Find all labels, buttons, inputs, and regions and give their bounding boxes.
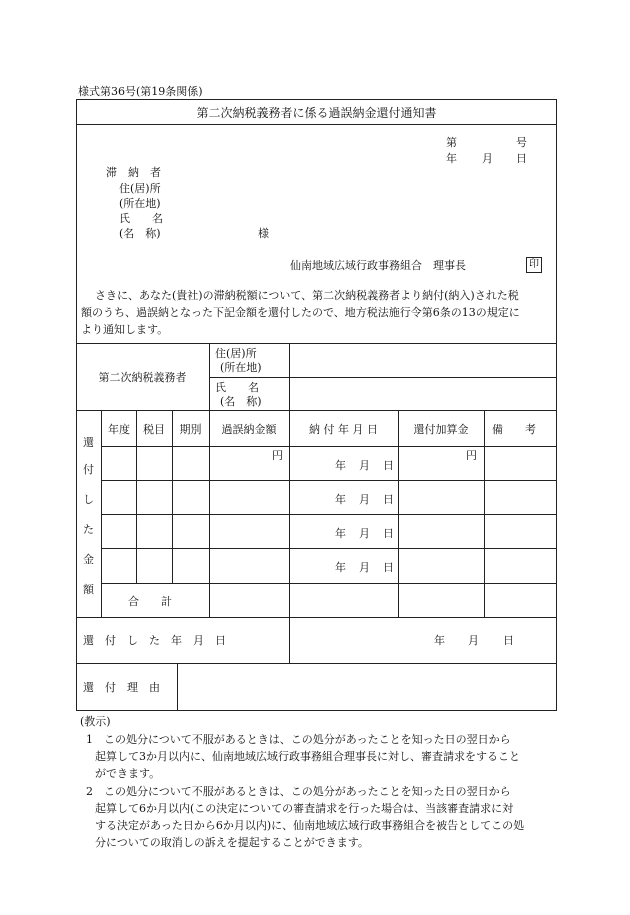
col-header-period: 期別 bbox=[179, 423, 202, 436]
number-suffix: 号 bbox=[516, 136, 527, 149]
recipient-address-label: 住(居)所 bbox=[119, 182, 161, 195]
refund-date-label: 還 付 し た 年 月 日 bbox=[83, 634, 226, 647]
body-line-1: さきに、あなた(貴社)の滞納税額について、第二次納税義務者より納付(納入)された税 bbox=[95, 289, 519, 302]
notice-item-1-line-2: 起算して3か月以内に、仙南地域広域行政事務組合理事長に対し、審査請求をすること bbox=[95, 750, 520, 763]
header-year: 年 bbox=[446, 152, 457, 165]
frame-top bbox=[76, 99, 557, 100]
row-month: 月 bbox=[359, 459, 370, 472]
secondary-address-alt: (所在地) bbox=[220, 361, 262, 374]
secondary-name-alt: (名 称) bbox=[220, 395, 262, 408]
row-day: 日 bbox=[383, 527, 394, 540]
notice-item-2-line-3: する決定があった日から6か月以内)に、仙南地域広域行政事務組合を被告としてこの処 bbox=[95, 819, 525, 832]
refund-date-year: 年 bbox=[434, 634, 445, 647]
seal-mark: 印 bbox=[526, 257, 542, 273]
document-title: 第二次納税義務者に係る過誤納金還付通知書 bbox=[196, 106, 437, 120]
number-prefix: 第 bbox=[446, 136, 457, 149]
secondary-obligor-label: 第二次納税義務者 bbox=[98, 371, 187, 384]
side-label-char-2: 付 bbox=[83, 463, 94, 476]
refund-date-month: 月 bbox=[468, 634, 479, 647]
recipient-name-label: 氏 名 bbox=[119, 212, 163, 225]
header-day: 日 bbox=[516, 152, 527, 165]
secondary-name-label: 氏 名 bbox=[215, 381, 259, 394]
notice-item-1-line-3: ができます。 bbox=[95, 767, 161, 780]
notice-item-2-line-4: 分についての取消しの訴えを提起することができます。 bbox=[95, 836, 369, 849]
notice-item-1-number: 1 bbox=[86, 733, 93, 746]
row-day: 日 bbox=[383, 459, 394, 472]
notice-item-2-number: 2 bbox=[86, 785, 93, 798]
issuer-name: 仙南地域広域行政事務組合 理事長 bbox=[290, 259, 466, 272]
row-month: 月 bbox=[359, 561, 370, 574]
col-header-tax-item: 税目 bbox=[143, 423, 165, 436]
row-year: 年 bbox=[335, 493, 346, 506]
row-day: 日 bbox=[383, 561, 394, 574]
recipient-honorific: 様 bbox=[258, 227, 269, 240]
notice-item-1-line-1: この処分について不服があるときは、この処分があったことを知った日の翌日から bbox=[104, 733, 511, 746]
body-line-2: 額のうち、過誤納となった下記金額を還付したので、地方税法施行令第6条の13の規定に bbox=[81, 306, 520, 319]
frame-right bbox=[556, 99, 557, 710]
recipient-address-alt: (所在地) bbox=[119, 197, 161, 210]
interest-yen-unit: 円 bbox=[466, 449, 477, 462]
form-label: 様式第36号(第19条関係) bbox=[78, 85, 203, 98]
side-label-char-4: た bbox=[83, 523, 94, 536]
row-month: 月 bbox=[359, 493, 370, 506]
col-header-paid-date: 納 付 年 月 日 bbox=[309, 423, 378, 436]
row-year: 年 bbox=[335, 561, 346, 574]
side-label-char-1: 還 bbox=[83, 436, 94, 449]
col-header-year: 年度 bbox=[108, 423, 130, 436]
notice-item-2-line-1: この処分について不服があるときは、この処分があったことを知った日の翌日から bbox=[104, 785, 511, 798]
side-label-char-3: し bbox=[83, 493, 94, 506]
frame-bottom bbox=[76, 710, 557, 711]
recipient-name-alt: (名 称) bbox=[119, 227, 161, 240]
row-year: 年 bbox=[335, 459, 346, 472]
col-header-remarks: 備 考 bbox=[492, 423, 536, 436]
refund-date-day: 日 bbox=[503, 634, 514, 647]
secondary-address-label: 住(居)所 bbox=[215, 347, 257, 360]
row-month: 月 bbox=[359, 527, 370, 540]
notice-heading: (教示) bbox=[80, 715, 111, 728]
frame-left bbox=[76, 99, 77, 710]
notice-item-2-line-2: 起算して6か月以内(この決定についての審査請求を行った場合は、当該審査請求に対 bbox=[95, 802, 514, 815]
row-day: 日 bbox=[383, 493, 394, 506]
body-line-3: より通知します。 bbox=[81, 323, 169, 336]
recipient-heading: 滞 納 者 bbox=[106, 166, 161, 179]
refund-reason-label: 還 付 理 由 bbox=[83, 681, 160, 694]
header-month: 月 bbox=[482, 152, 493, 165]
total-label: 合 計 bbox=[128, 595, 172, 608]
col-header-amount: 過誤納金額 bbox=[221, 423, 277, 436]
amount-yen-unit: 円 bbox=[272, 449, 283, 462]
row-year: 年 bbox=[335, 527, 346, 540]
side-label-char-6: 額 bbox=[83, 583, 94, 596]
col-header-interest: 還付加算金 bbox=[413, 423, 469, 436]
side-label-char-5: 金 bbox=[83, 553, 94, 566]
